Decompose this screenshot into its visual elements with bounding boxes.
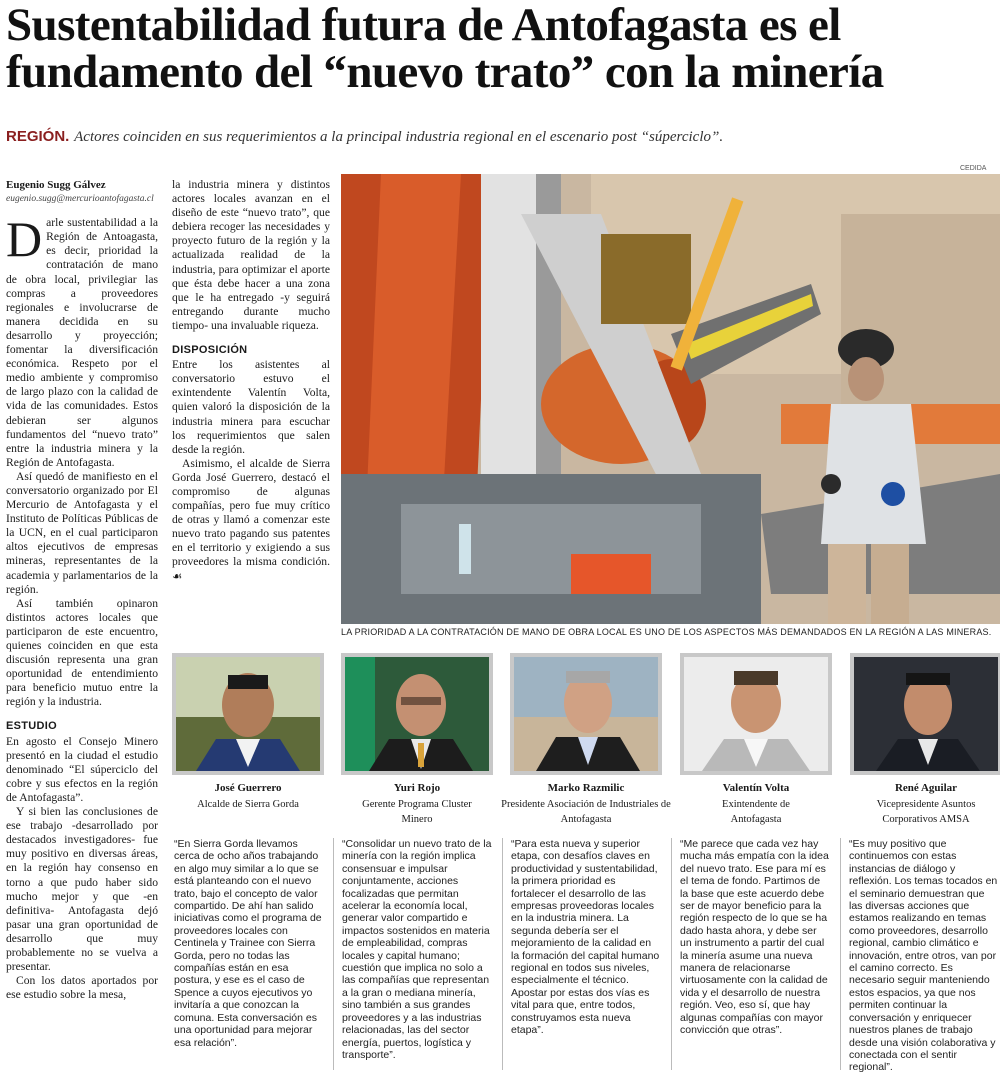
person-name: Marko Razmilic bbox=[547, 782, 625, 794]
column-divider bbox=[840, 838, 841, 1070]
photo-caption: LA PRIORIDAD A LA CONTRATACIÓN DE MANO DE OBRA LOCAL ES UNO DE LOS ASPECTOS MÁS DEMANDADOS EN LA REGIÓN A LAS MINERAS. bbox=[341, 627, 992, 637]
article-column-1 bbox=[6, 178, 158, 1078]
portrait-valentin-volta bbox=[680, 653, 832, 775]
section-tag: REGIÓN. bbox=[6, 128, 70, 145]
paragraph: En agosto el Consejo Minero presentó en la ciudad el estudio denominado “El súperciclo del cobre y sus efectos en la región de Antofagasta”. bbox=[6, 734, 158, 804]
person-name: Valentín Volta bbox=[722, 782, 790, 794]
paragraph: Y si bien las conclusiones de ese trabajo -desarrollado por destacados investigadores- fue muy positivo en diversas áreas, en la región hay consenso en torno a que pudo haber sido mucho mejor y que -en definitiva- Antofagasta dejó pasar una gran oportunidad de desarrollo que muy probablemente no se vuelva a presentar. bbox=[6, 805, 158, 974]
person-name: Yuri Rojo bbox=[393, 782, 441, 794]
paragraph: Así también opinaron distintos actores locales que participaron de este encuentro, quienes coinciden en que esta discusión representa una gran oportunidad de entendimiento para beneficio mutuo entre la región y la industria. bbox=[6, 596, 158, 709]
person-photo bbox=[854, 657, 998, 771]
person-name: René Aguilar bbox=[894, 782, 958, 794]
quote: “En Sierra Gorda llevamos cerca de ocho años trabajando en algo muy similar a lo que se está planteando con el nuevo trato, bajo el concepto de valor compartido. De ahí han salido iniciativas como el programa de proveedores locales con Centinela y Trainee con Sierra Gorda, pero no todas las compañías están en esa postura, y ese es el caso de Spence a cuyos ejecutivos yo invitaría a que conozcan la comuna. Esta conversación es una oportunidad para mejorar esa relación”. bbox=[174, 838, 322, 1049]
person-role: Presidente Asociación de Industriales de Antofagasta bbox=[501, 799, 671, 825]
quote: “Consolidar un nuevo trato de la minería con la región implica consensuar e impulsar conjuntamente, acciones focalizadas que permitan acelerar la economía local, generar valor compartido e impactos sostenidos en materia de empleabilidad, compras locales y capital humano; cuestión que implica no solo a las compañías que representan a la gran o mediana minería, sino también a sus grandes proveedores y a las industrias relacionadas, las del sector energía, puertos, logística y transporte”. bbox=[342, 838, 492, 1061]
portrait-marko-razmilic bbox=[510, 653, 662, 775]
person-role: Alcalde de Sierra Gorda bbox=[197, 799, 299, 810]
portrait-yuri-rojo bbox=[341, 653, 493, 775]
headline: Sustentabilidad futura de Antofagasta es el fundamento del “nuevo trato” con la minería bbox=[6, 0, 884, 98]
person-photo bbox=[514, 657, 658, 771]
portrait-rene-aguilar bbox=[850, 653, 1000, 775]
kicker bbox=[6, 126, 996, 147]
lead-paragraph: Darle sustentabilidad a la Región de Antoagasta, es decir, prioridad la contratación de mano de obra local, privilegiar las compras a proveedores regionales e involucrarse de manera decidida en su desarrollo y proyección; fomentar la diversificación económica. Respeto por el medio ambiente y compromiso de largo plazo con la calidad de vida de las comunidades. Estos debieran ser algunos fundamentos del “nuevo trato” entre la industria minera y la Región de Antofagasta. bbox=[6, 211, 158, 469]
quote: “Es muy positivo que continuemos con estas instancias de diálogo y reflexión. Los temas tocados en el seminario demuestran que las diversas acciones que estamos realizando en temas como proveedores, desarrollo regional, cambio climático e innovación, entre otros, van por el camino correcto. Es necesario seguir manteniendo estos espacios, ya que nos permiten continuar la conversación y enriquecer nuestros planes de trabajo desde una visión colaborativa y conectada con el sentir regional”. bbox=[849, 838, 998, 1074]
author-name: Eugenio Sugg Gálvez bbox=[6, 179, 106, 191]
paragraph: Con los datos aportados por ese estudio sobre la mesa, bbox=[6, 974, 158, 1002]
person-name: José Guerrero bbox=[214, 782, 282, 794]
person-role: Vicepresidente Asuntos Corporativos AMSA bbox=[876, 799, 976, 825]
main-photo bbox=[341, 174, 1000, 624]
subheadline: Actores coinciden en sus requerimientos a la principal industria regional en el escenario post “súperciclo”. bbox=[74, 129, 724, 145]
column-divider bbox=[333, 838, 334, 1070]
portrait-jose-guerrero bbox=[172, 653, 324, 775]
quote: “Me parece que cada vez hay mucha más empatía con la idea del nuevo trato. Ese para mí es el tema de fondo. Partimos de la base que este acuerdo debe ser de mayor beneficio para la región respecto de lo que se ha dado hasta ahora, y debe ser un instrumento a partir del cual la minería asume una nueva manera de relacionarse virtuosamente con la calidad de vida y el desarrollo de nuestra región. Veo, eso sí, que hay algunas compañías con mayor convicción que otras”. bbox=[680, 838, 829, 1037]
person-photo bbox=[176, 657, 320, 771]
article-column-2 bbox=[172, 178, 330, 648]
paragraph: la industria minera y distintos actores locales avanzan en el diseño de este “nuevo trato”, que debiera recoger las necesidades y proyecto futuro de la región y la actualizada realidad de la industria, para optimizar el aporte que ésta debe hacer a una zona que le ha entregado -y seguirá entregando durante mucho tiempo- una invaluable riqueza. bbox=[172, 178, 330, 332]
dropcap: D bbox=[6, 211, 43, 268]
quote: “Para esta nueva y superior etapa, con desafíos claves en productividad y sustentabilidad, la primera prioridad es fortalecer el desarrollo de las empresas proveedoras locales en la industria minera. La segunda debería ser el mejoramiento de la calidad en la formación del capital humano regional en todos sus niveles, especialmente el técnico. Apostar por estas dos vías es vital para que, entre todos, construyamos esta nueva etapa”. bbox=[511, 838, 660, 1037]
mining-plant-illustration bbox=[341, 174, 1000, 624]
person-role: Exintendente de Antofagasta bbox=[722, 799, 790, 825]
person-role: Gerente Programa Cluster Minero bbox=[362, 799, 472, 825]
paragraph: Entre los asistentes al conversatorio estuvo el exintendente Valentín Volta, quien valoró la disposición de la industria minera para escuchar los requerimientos que salen desde la región. bbox=[172, 358, 330, 456]
author-email[interactable]: eugenio.sugg@mercurioantofagasta.cl bbox=[6, 194, 154, 205]
person-photo bbox=[684, 657, 828, 771]
paragraph: Asimismo, el alcalde de Sierra Gorda José Guerrero, destacó el compromiso de algunas compañías, pero fue muy crítico de otras y llamó a comenzar este nuevo trato pagando sus patentes en el territorio y exigiendo a sus proveedores la misma condición. ☙ bbox=[172, 456, 330, 583]
section-heading-estudio: ESTUDIO bbox=[6, 720, 57, 733]
photo-credit: CEDIDA bbox=[960, 165, 987, 172]
paragraph: Así quedó de manifiesto en el conversatorio organizado por El Mercurio de Antofagasta y el Instituto de Políticas Públicas de la UCN, en el cual participaron altos ejecutivos de empresas mineras, representantes de la academia y parlamentarios de la región. bbox=[6, 469, 158, 596]
end-mark: ☙ bbox=[172, 569, 183, 583]
person-photo bbox=[345, 657, 489, 771]
column-divider bbox=[502, 838, 503, 1070]
section-heading-disposicion: DISPOSICIÓN bbox=[172, 344, 248, 357]
column-divider bbox=[671, 838, 672, 1070]
